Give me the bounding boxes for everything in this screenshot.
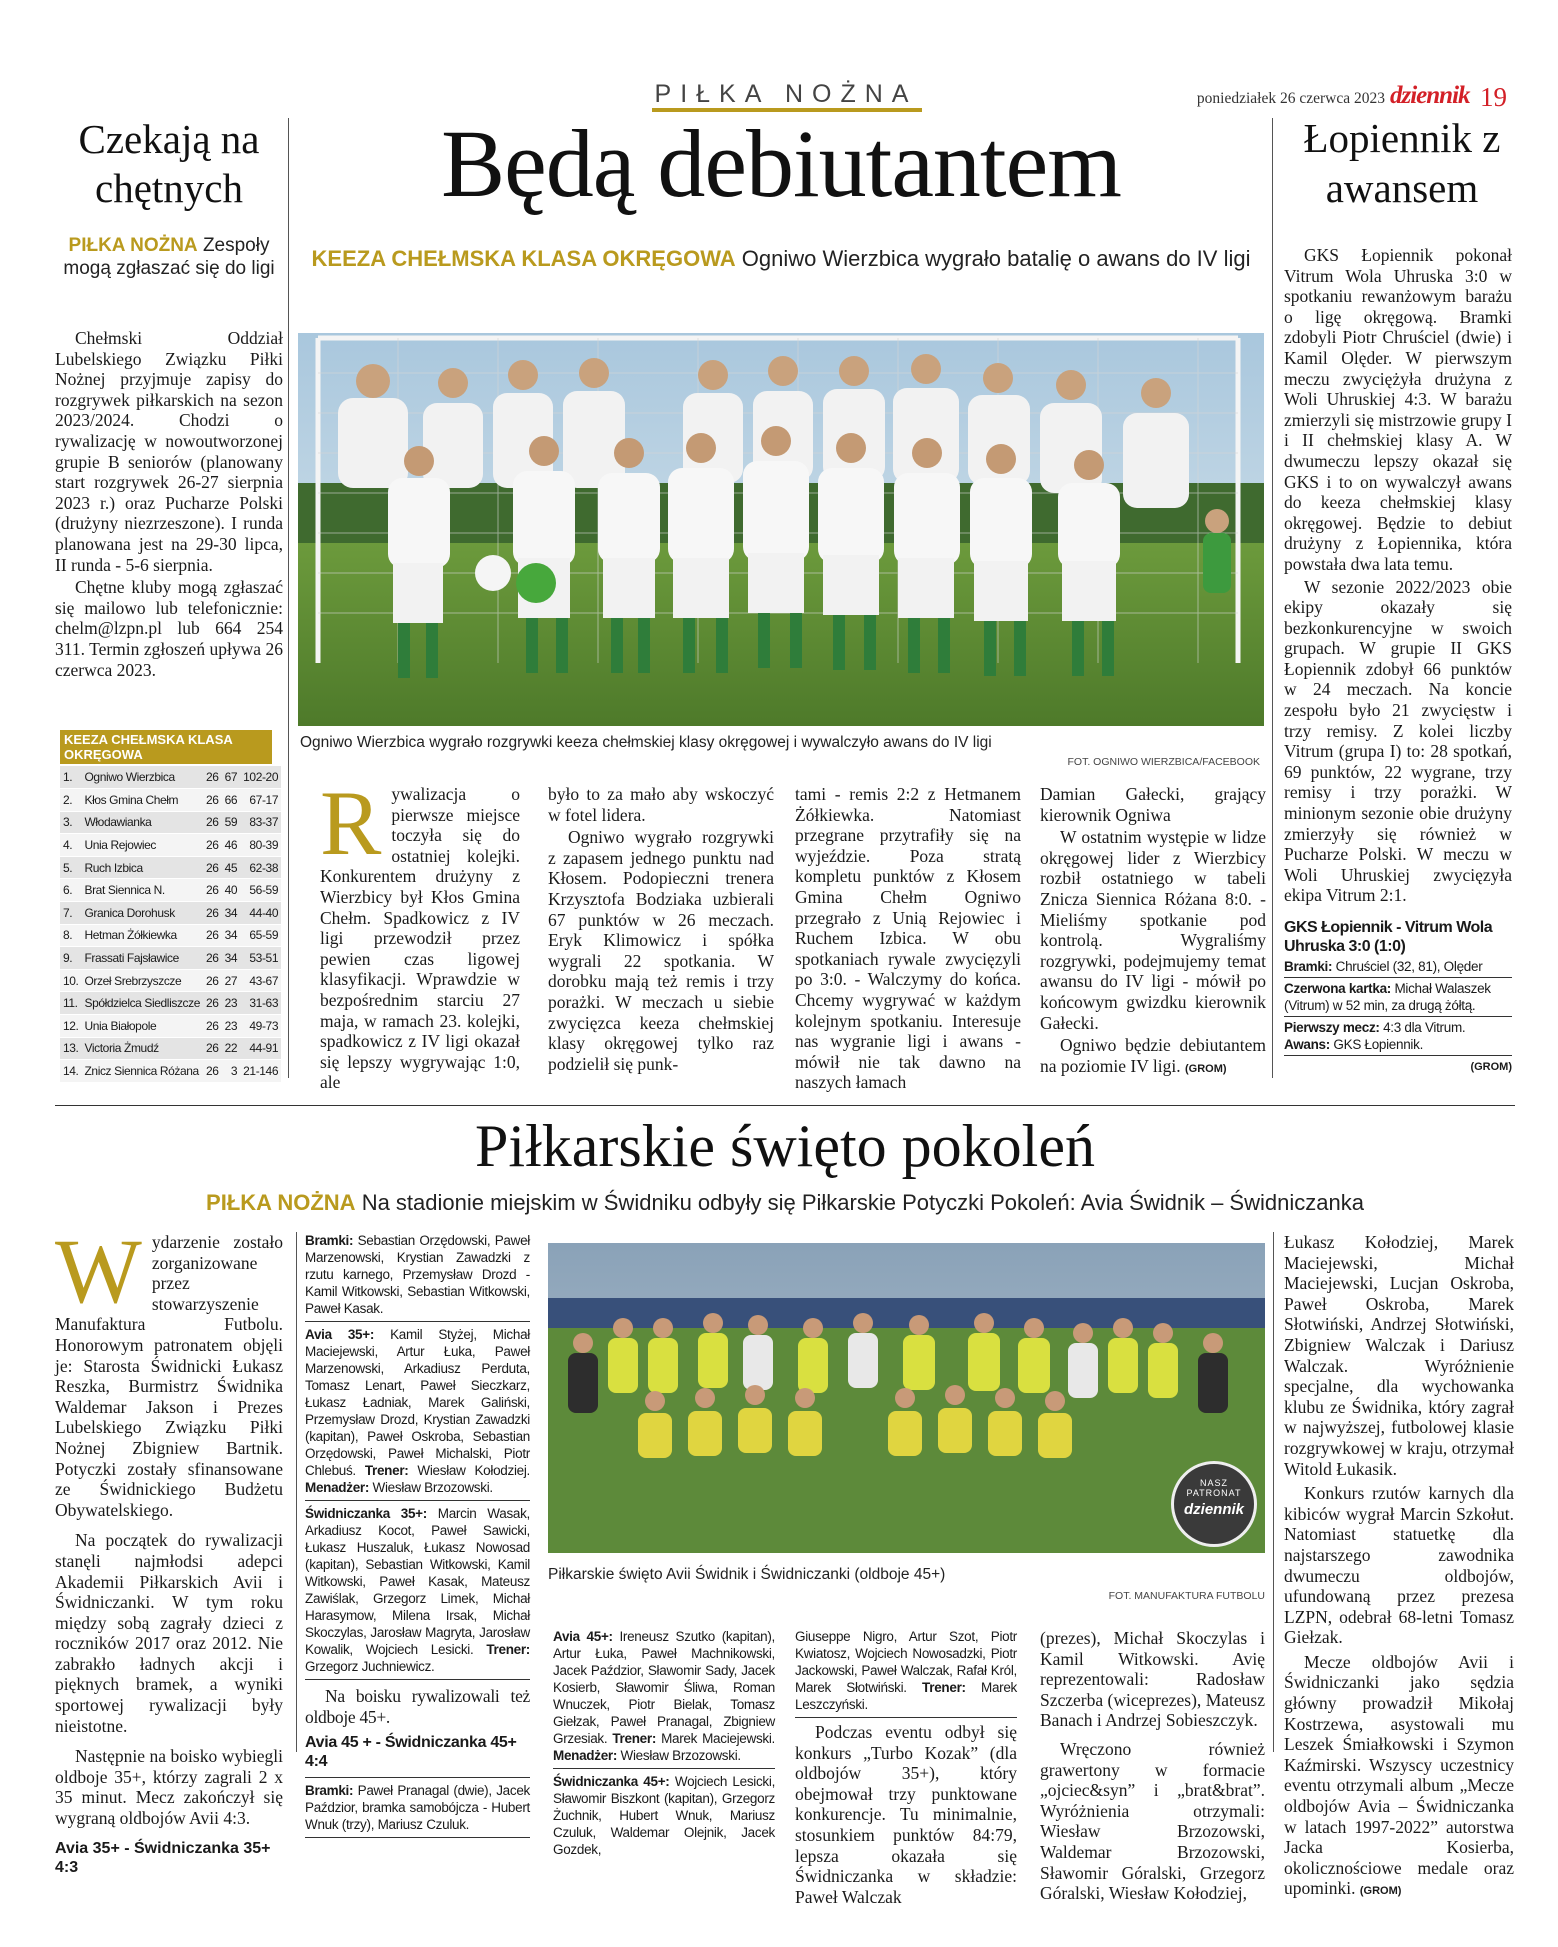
table-cell-pos: 10.: [60, 969, 81, 992]
kicker: KEEZA CHEŁMSKA KLASA OKRĘGOWA: [311, 246, 736, 271]
table-cell-goals: 80-39: [240, 834, 281, 857]
lead-text: Ogniwo Wierzbica wygrało batalię o awans do IV ligi: [741, 246, 1251, 271]
table-cell-pos: 12.: [60, 1015, 81, 1038]
issue-date: poniedziałek 26 czerwca 2023: [1196, 90, 1385, 107]
column-rule: [288, 118, 289, 1078]
table-cell-goals: 102-20: [240, 766, 281, 789]
match-goals: Bramki: Chruściel (32, 81), Olęder: [1284, 956, 1512, 978]
table-cell-team: Znicz Siennica Różana: [81, 1060, 203, 1083]
table-cell-points: 34: [222, 902, 241, 925]
table-row: [60, 879, 281, 902]
paragraph: Chętne kluby mogą zgłaszać się mailowo lub telefonicznie: chelm@lzpn.pl lub 664 254 311. Termin zgłoszeń upływa 26 czerwca 2023.: [55, 577, 283, 680]
bottom-col6: [1284, 1232, 1514, 1904]
table-cell-goals: 62-38: [240, 856, 281, 879]
table-cell-pos: 14.: [60, 1060, 81, 1083]
table-cell-team: Victoria Żmudź: [81, 1037, 203, 1060]
table-cell-team: Włodawianka: [81, 811, 203, 834]
badge-brand: dziennik: [1183, 1501, 1244, 1518]
table-cell-games: 26: [203, 766, 222, 789]
table-row: [60, 1060, 281, 1083]
table-cell-pos: 1.: [60, 766, 81, 789]
table-cell-pos: 8.: [60, 924, 81, 947]
match-promotion: Awans: GKS Łopiennik.: [1284, 1036, 1512, 1056]
table-cell-games: 26: [203, 789, 222, 812]
table-row: [60, 902, 281, 925]
badge-label: PATRONAT: [1186, 1488, 1242, 1498]
paragraph: W ostatnim występie w lidze okręgowej lider z Wierzbicy rozbił ostatniego w tabeli Znicza Siennica Różana 8:0. - Mieliśmy spotkanie pod kontrolą. Wygraliśmy rozgrywki, podejmujemy temat awansu do IV ligi - mówił po końcowym gwizdku kierownik Gałecki.: [1040, 827, 1266, 1033]
kicker: PIŁKA NOŻNA: [68, 235, 198, 256]
main-article-col2: [548, 784, 774, 1076]
table-cell-pos: 2.: [60, 789, 81, 812]
main-article-col4: [1040, 784, 1266, 1081]
table-cell-points: 34: [222, 924, 241, 947]
bottom-col4: Giuseppe Nigro, Artur Szot, Piotr Kwiatosz, Wojciech Nowosadzki, Piotr Jackowski, Paweł Walczak, Rafał Król, Marek Słotwiński. Trener: Marek Leszczyński. Podczas eventu odbył się konkurs „Turbo Kozak” (dla oldbojów 35+), który obejmował trzy punktowane konkurencje. Tu minimalnie, stosunkiem punktów 84:79, lepsza okazała się Świdniczanka w składzie: Paweł Walczak: [795, 1629, 1018, 1907]
table-cell-games: 26: [203, 1015, 222, 1038]
paragraph: (prezes), Michał Skoczylas i Kamil Witkowski. Avię reprezentowali: Radosław Szczerba (wiceprezes), Mateusz Banach i Andrzej Sobieszczyk.: [1040, 1628, 1265, 1731]
table-cell-goals: 44-40: [240, 902, 281, 925]
table-row: [60, 1015, 281, 1038]
table-cell-games: 26: [203, 834, 222, 857]
table-cell-games: 26: [203, 856, 222, 879]
section-divider: [55, 1105, 1515, 1106]
bottom-article-title: Piłkarskie święto pokoleń: [475, 1113, 1095, 1179]
league-table: [60, 766, 281, 1083]
table-cell-points: 45: [222, 856, 241, 879]
table-cell-team: Ruch Izbica: [81, 856, 203, 879]
score-line: Avia 35+ - Świdniczanka 35+ 4:3: [55, 1839, 271, 1876]
paragraph: Damian Gałecki, grający kierownik Ogniwa: [1040, 784, 1266, 825]
table-cell-pos: 5.: [60, 856, 81, 879]
table-cell-team: Granica Dorohusk: [81, 902, 203, 925]
paragraph: Wręczono również grawertony w formacie „ojciec&syn” i „brat&brat”. Wyróżnienia otrzymali: Wiesław Brzozowski, Waldemar Brzozowski, Sławomir Góralski, Grzegorz Góralski, Wiesław Kołodziej,: [1040, 1738, 1265, 1904]
table-row: [60, 1037, 281, 1060]
left-article-title: Czekają na chętnych: [78, 116, 260, 211]
main-article-lead: [300, 245, 1262, 272]
main-article-col1: [320, 772, 520, 1095]
photo-credit: FOT. OGNIWO WIERZBICA/FACEBOOK: [1067, 756, 1260, 768]
left-article-lead: [55, 234, 283, 280]
dropcap: W: [55, 1220, 142, 1322]
table-cell-games: 26: [203, 947, 222, 970]
table-cell-team: Frassati Fajsławice: [81, 947, 203, 970]
table-cell-points: 40: [222, 879, 241, 902]
table-cell-games: 26: [203, 969, 222, 992]
table-cell-pos: 6.: [60, 879, 81, 902]
table-cell-games: 26: [203, 811, 222, 834]
bottom-col3: Avia 45+: Ireneusz Szutko (kapitan), Artur Łuka, Paweł Machnikowski, Jacek Paździor, Sławomir Sady, Jacek Kosierb, Sławomir Śliwa, Roman Wnuczek, Piotr Bielak, Tomasz Giełzak, Paweł Pranagal, Zbigniew Grzesiak. Trener: Marek Maciejewski. Menadżer: Wiesław Brzozowski. Świdniczanka 45+: Wojciech Lesicki, Sławomir Biszkont (kapitan), Grzegorz Żuchnik, Hubert Wnuk, Mariusz Czuluk, Waldemar Olejnik, Jacek Gozdek,: [553, 1629, 776, 1857]
table-cell-games: 26: [203, 902, 222, 925]
league-table-header: [60, 730, 272, 764]
table-cell-team: Brat Siennica N.: [81, 879, 203, 902]
table-cell-team: Unia Białopole: [81, 1015, 203, 1038]
main-article-col3: [795, 784, 1021, 1095]
table-cell-goals: 67-17: [240, 789, 281, 812]
table-row: [60, 947, 281, 970]
table-cell-pos: 13.: [60, 1037, 81, 1060]
table-cell-goals: 56-59: [240, 879, 281, 902]
team-photo: [298, 333, 1264, 726]
paragraph: Na boisku rywalizowali też oldboje 45+.: [305, 1686, 530, 1727]
table-cell-team: Spółdzielca Siedliszcze: [81, 992, 203, 1015]
table-cell-goals: 31-63: [240, 992, 281, 1015]
table-row: [60, 969, 281, 992]
table-row: [60, 856, 281, 879]
table-cell-team: Orzeł Srebrzyszcze: [81, 969, 203, 992]
author-signature: (GROM): [1185, 1062, 1227, 1075]
table-cell-goals: 44-91: [240, 1037, 281, 1060]
table-cell-pos: 3.: [60, 811, 81, 834]
table-cell-points: 3: [222, 1060, 241, 1083]
photo-caption: Piłkarskie święto Avii Świdnik i Świdniczanki (oldboje 45+): [548, 1566, 946, 1583]
match-card: Czerwona kartka: Michał Walaszek (Vitrum) w 52 min, za drugą żółtą.: [1284, 978, 1512, 1017]
team-photo-image: [298, 333, 1264, 726]
paragraph: Ogniwo wygrało rozgrywki z zapasem jednego punktu nad Kłosem. Podopieczni trenera Krzysztofa Bodziaka uzbierali 67 punktów w 26 meczach. Eryk Klimowicz i spółka wygrali 22 spotkania. W dorobku mają też remis i trzy porażki. W meczach u siebie zwycięzca keeza chełmskiej klasy okręgowej tylko raz podzielił się punk-: [548, 827, 774, 1074]
dropcap: R: [320, 772, 382, 874]
table-cell-points: 22: [222, 1037, 241, 1060]
table-cell-pos: 7.: [60, 902, 81, 925]
column-rule: [296, 1232, 297, 1752]
league-table-title: OKRĘGOWA: [64, 747, 143, 762]
paragraph: tami - remis 2:2 z Hetmanem Żółkiewka. Natomiast przegrane przytrafiły się na wyjeździe. Poza stratą kompletu punktów z Kłosem Gmina Chełm Ogniwo przegrało z Unią Rejowiec i Ruchem Izbica. W obu spotkaniach rywale zwycięzyli po 3:0. - Walczymy do końca. Chcemy wygrywać w każdym kolejnym spotkaniu. Interesuje nas wygranie ligi i awans - mówił nie tak dawno na naszych łamach: [795, 784, 1021, 1093]
oldboys-photo: [548, 1243, 1265, 1553]
table-cell-points: 66: [222, 789, 241, 812]
author-signature: (GROM): [1470, 1061, 1512, 1073]
table-row: [60, 811, 281, 834]
paragraph: W sezonie 2022/2023 obie ekipy okazały się bezkonkurencyjne w swoich grupach. W grupie II GKS Łopiennik zdobył 66 punktów w 24 meczach. Na koncie zespołu było 21 zwycięstw i trzy remisy. Z kolei liczby Vitrum (grupa I) to: 28 spotkań, 69 punktów, 22 wygrane, trzy remisy i trzy porażki. W minionym sezonie obie drużyny zmierzyły się również w Pucharze Polski. W meczu w Woli Uhruskiej zwycięzyła ekipa Vitrum 2:1.: [1284, 576, 1512, 906]
left-article-body: [55, 328, 283, 682]
table-cell-goals: 49-73: [240, 1015, 281, 1038]
paragraph: Mecze oldbojów Avii i Świdniczanki jako sędzia główny prowadził Mikołaj Kostrzewa, asystowali mu Leszek Śmiałkowski i Szymon Kaźmirski. Wszyscy uczestnicy eventu otrzymali album „Mecze oldbojów Avia – Świdniczanka w latach 1997-2022” autorstwa Jacka Kosierba, okolicznościowe medale oraz upominki.: [1284, 1651, 1514, 1899]
table-cell-team: Unia Rejowiec: [81, 834, 203, 857]
main-article-title: Będą debiutantem: [441, 110, 1121, 217]
paragraph: Chełmski Oddział Lubelskiego Związku Piłki Nożnej przyjmuje zapisy do rozgrywek piłkarskich na sezon 2023/2024. Chodzi o rywalizację w nowoutworzonej grupie B seniorów (planowany start rozgrywek 26-27 sierpnia 2023 r.) oraz Pucharze Polski (drużyny niezrzeszone). I runda planowana jest na 29-30 lipca, II runda - 5-6 sierpnia.: [55, 328, 283, 575]
match-box: [1284, 918, 1512, 1073]
bottom-article-lead: [55, 1189, 1515, 1217]
table-cell-pos: 11.: [60, 992, 81, 1015]
match-title: GKS Łopiennik - Vitrum Wola Uhruska 3:0 (1:0): [1284, 919, 1493, 955]
brand-logo: dziennik: [1390, 82, 1470, 109]
right-article-body: [1284, 245, 1512, 908]
table-row: [60, 834, 281, 857]
league-table-title: KEEZA CHEŁMSKA KLASA: [64, 732, 233, 747]
table-cell-goals: 83-37: [240, 811, 281, 834]
table-cell-goals: 65-59: [240, 924, 281, 947]
oldboys-photo-image: [548, 1243, 1265, 1553]
table-cell-points: 34: [222, 947, 241, 970]
photo-credit: FOT. MANUFAKTURA FUTBOLU: [1108, 1590, 1265, 1602]
table-cell-games: 26: [203, 992, 222, 1015]
bottom-col5: [1040, 1628, 1265, 1906]
table-cell-points: 23: [222, 992, 241, 1015]
match-first-leg: Pierwszy mecz: 4:3 dla Vitrum.: [1284, 1020, 1466, 1035]
table-cell-goals: 43-67: [240, 969, 281, 992]
table-cell-pos: 9.: [60, 947, 81, 970]
table-cell-team: Hetman Żółkiewka: [81, 924, 203, 947]
paragraph: Konkurs rzutów karnych dla kibiców wygrał Marcin Szkołut. Natomiast statuetkę dla najstarszego zawodnika dwumeczu oldbojów, ufundowaną przez prezesa LZPN, odebrał 68-letni Tomasz Giełzak.: [1284, 1483, 1514, 1648]
table-cell-team: Kłos Gmina Chełm: [81, 789, 203, 812]
table-row: [60, 924, 281, 947]
paragraph: Podczas eventu odbył się konkurs „Turbo Kozak” (dla oldbojów 35+), który obejmował trzy punktowane konkurencje. Tu minimalnie, stosunkiem punktów 84:79, lepsza okazała się Świdniczanka w składzie: Paweł Walczak: [795, 1722, 1017, 1907]
paragraph: GKS Łopiennik pokonał Vitrum Wola Uhruska 3:0 w spotkaniu rewanżowym barażu o ligę okręgową. Bramki zdobyli Piotr Chruściel (dwie) i Kamil Olęder. W pierwszym meczu zwyciężyła drużyna z Woli Uhruskiej 4:3. W barażu zmierzyli się mistrzowie grupy I i II chełmskiej klasy A. W dwumeczu lepszy okazał się GKS i to on wywalczył awans do keeza chełmskiej klasy okręgowej. Będzie to debiut drużyny z Łopiennika, która powstała dwa lata temu.: [1284, 245, 1512, 574]
photo-caption: Ogniwo Wierzbica wygrało rozgrywki keeza chełmskiej klasy okręgowej i wywalczyło awans do IV ligi: [300, 734, 992, 751]
table-row: [60, 789, 281, 812]
paragraph: było to za mało aby wskoczyć w fotel lidera.: [548, 784, 774, 825]
table-cell-goals: 21-146: [240, 1060, 281, 1083]
section-label: PIŁKA NOŻNA: [654, 80, 918, 108]
paragraph: Ogniwo będzie debiutantem na poziomie IV ligi.: [1040, 1035, 1266, 1076]
table-cell-games: 26: [203, 924, 222, 947]
table-row: [60, 992, 281, 1015]
badge-label: NASZ: [1199, 1478, 1228, 1488]
table-cell-games: 26: [203, 1037, 222, 1060]
table-cell-points: 67: [222, 766, 241, 789]
table-row: [60, 766, 281, 789]
lead-text: Zespoły mogą zgłaszać się do ligi: [63, 235, 275, 279]
table-cell-games: 26: [203, 1060, 222, 1083]
table-cell-points: 46: [222, 834, 241, 857]
table-cell-pos: 4.: [60, 834, 81, 857]
table-cell-team: Ogniwo Wierzbica: [81, 766, 203, 789]
table-cell-points: 23: [222, 1015, 241, 1038]
author-signature: (GROM): [1359, 1885, 1402, 1898]
paragraph: Na początek do rywalizacji stanęli najmłodsi adepci Akademii Piłkarskich Avii i Świdniczanki. W tym roku między sobą zagrały dzieci z roczników 2017 oraz 2012. Nie zabrakło ładnych akcji i pięknych bramek, a wyniki sportowej rywalizacji były nieistotne.: [55, 1530, 283, 1736]
table-cell-goals: 53-51: [240, 947, 281, 970]
paragraph: Łukasz Kołodziej, Marek Maciejewski, Michał Maciejewski, Lucjan Oskroba, Paweł Oskroba, Marek Słotwiński, Andrzej Słotwiński, Zbigniew Walczak i Dariusz Walczak. Wyróżnienie specjalne, dla wychowanka klubu ze Świdnika, który zagrał w najwyższej, futbolowej klasie rozgrywkowej w kraju, otrzymał Witold Łukasik.: [1284, 1232, 1514, 1479]
right-article-title: Łopiennik z awansem: [1303, 115, 1501, 211]
page-number: 19: [1480, 82, 1507, 112]
paragraph: ywalizacja o pierwsze miejsce toczyła się do ostatniej kolejki. Konkurentem drużyny z Wierzbicy był Kłos Gmina Chełm. Spadkowicz z IV ligi przewodził przez pewien czas ligowej klasyfikacji. Wprawdzie w bezpośrednim starciu 27 maja, w ramach 23. kolejki, spadkowicz z IV ligi okazał się lepszy wygrywając 1:0, ale: [320, 784, 520, 1093]
bottom-col2: Bramki: Sebastian Orzędowski, Paweł Marzenowski, Krystian Zawadzki z rzutu karnego, Przemysław Drozd - Kamil Witkowski, Sebastian Witkowski, Paweł Kasak. Avia 35+: Kamil Styżej, Michał Maciejewski, Artur Łuka, Paweł Marzenowski, Arkadiusz Perduta, Tomasz Lenart, Paweł Sieczkarz, Łukasz Ładniak, Marek Galiński, Przemysław Drozd, Krystian Zawadzki (kapitan), Paweł Oskroba, Sebastian Orzędowski, Paweł Michalski, Piotr Chlebuś. Trener: Wiesław Kołodziej. Menadżer: Wiesław Brzozowski. Świdniczanka 35+: Marcin Wasak, Arkadiusz Kocot, Paweł Sawicki, Łukasz Huszaluk, Łukasz Nowosad (kapitan), Sebastian Witkowski, Kamil Witkowski, Paweł Kasak, Mateusz Zawiślak, Grzegorz Limek, Michał Harasymow, Milena Irsak, Michał Skoczylas, Jarosław Magryta, Jarosław Kowalik, Wojciech Lesicki. Trener: Grzegorz Juchniewicz. Na boisku rywalizowali też oldboje 45+. Avia 45 + - Świdniczanka 45+ 4:4 Bramki: Paweł Pranagal (dwie), Jacek Paździor, bramka samobójcza - Hubert Wnuk (trzy), Mariusz Czuluk.: [305, 1232, 530, 1838]
paragraph: Następnie na boisko wybiegli oldboje 35+, którzy zagrali 2 x 35 minut. Mecz zakończył się wygraną oldbojów Avii 4:3.: [55, 1746, 283, 1829]
table-cell-games: 26: [203, 879, 222, 902]
column-rule: [1272, 118, 1273, 1078]
paragraph: ydarzenie zostało zorganizowane przez stowarzyszenie Manufaktura Futbolu. Honorowym patronatem objęli je: Starosta Świdnicki Łukasz Reszka, Burmistrz Świdnika Waldemar Jakson i Prezes Lubelskiego Związku Piłki Nożnej Zbigniew Bartnik. Potyczki zostały sfinansowane ze Świdnickiego Budżetu Obywatelskiego.: [55, 1232, 283, 1520]
table-cell-points: 59: [222, 811, 241, 834]
table-cell-points: 27: [222, 969, 241, 992]
lead-text: Na stadionie miejskim w Świdniku odbyły się Piłkarskie Potyczki Pokoleń: Avia Świdnik – Świdniczanka: [361, 1190, 1364, 1215]
bottom-col1: [55, 1220, 283, 1879]
score-line: Avia 45 + - Świdniczanka 45+ 4:4: [305, 1734, 517, 1771]
column-rule: [1273, 1232, 1274, 1752]
patronage-badge: [1171, 1461, 1257, 1547]
kicker: PIŁKA NOŻNA: [206, 1190, 356, 1215]
